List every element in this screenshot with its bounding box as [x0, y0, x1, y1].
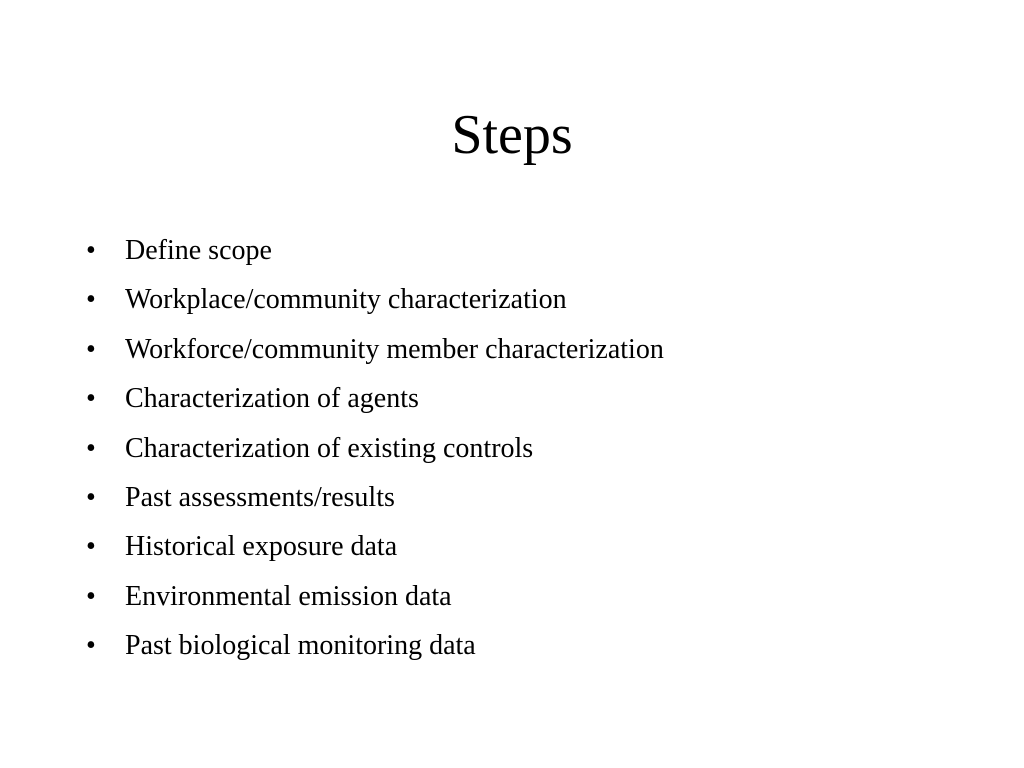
- list-item-text: Past assessments/results: [125, 481, 395, 513]
- list-item: [86, 325, 664, 374]
- list-item: [86, 275, 664, 324]
- slide-title: Steps: [451, 104, 573, 166]
- bullet-icon: •: [86, 284, 96, 316]
- list-item: [86, 473, 664, 522]
- list-item: [86, 226, 664, 275]
- list-item-text: Environmental emission data: [125, 580, 452, 612]
- list-item-text: Workplace/community characterization: [125, 284, 567, 316]
- bullet-icon: •: [86, 630, 96, 662]
- list-item: [86, 522, 664, 571]
- list-item: [86, 424, 664, 473]
- bullet-icon: •: [86, 235, 96, 266]
- bullet-icon: •: [86, 481, 96, 513]
- bullet-icon: •: [86, 580, 96, 612]
- list-item-text: Define scope: [125, 235, 272, 266]
- list-item: [86, 572, 664, 621]
- list-item-text: Workforce/community member characterization: [125, 333, 664, 365]
- bullet-icon: •: [86, 432, 96, 464]
- list-item-text: Characterization of existing controls: [125, 432, 534, 464]
- bullet-icon: •: [86, 383, 96, 415]
- list-item: [86, 374, 664, 423]
- bullet-list: [86, 226, 664, 671]
- list-item-text: Characterization of agents: [125, 383, 419, 415]
- list-item: [86, 621, 664, 670]
- bullet-icon: •: [86, 333, 96, 365]
- list-item-text: Historical exposure data: [125, 531, 398, 563]
- bullet-icon: •: [86, 531, 96, 563]
- list-item-text: Past biological monitoring data: [125, 630, 476, 662]
